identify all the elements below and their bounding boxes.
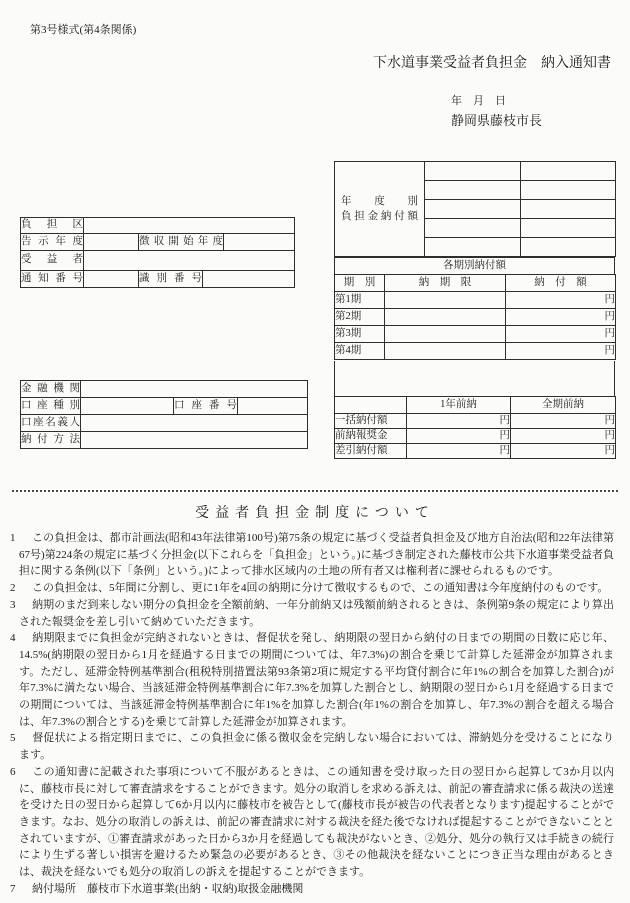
net-payment-one-year-cell: 円 [407,444,511,459]
annual-amount-cell [521,181,616,200]
account-holder-label: 口座名義人 [21,415,81,432]
all-terms-prepay-header: 全期前納 [511,397,616,414]
dotted-divider [12,490,618,492]
note-text: 納付場所 藤枝市下水道事業(出納・収納)取扱金融機関 [32,882,304,895]
notes-section [10,530,614,897]
note-number: 3 [10,598,16,611]
note-item-1 [10,530,614,580]
bank-value-cell [81,381,308,398]
bank-account-table [20,380,308,449]
issuer-name: 静岡県藤枝市長 [451,113,543,128]
note-item-2 [10,580,614,597]
note-item-3 [10,597,614,630]
term-4-amount-cell: 円 [506,343,616,360]
annual-label-line2: 負担金納付額 [341,211,418,222]
net-payment-label: 差引納付額 [335,444,407,459]
note-text: 督促状による指定期日までに、この負担金に係る徴収金を完納しない場合においては、滞納処分を受けることになります。 [19,732,614,762]
lump-sum-one-year-cell: 円 [407,414,511,429]
note-item-4 [10,630,614,730]
notes-heading: 受益者負担金制度について [195,506,435,521]
one-year-prepay-header: 1年前納 [407,397,511,414]
payment-method-label: 納付方法 [21,432,81,449]
account-number-value-cell [238,398,308,415]
note-text: この負担金は、都市計画法(昭和43年法律第100号)第75条の規定に基づく受益者負担金及び地方自治法(昭和22年法律第67号)第224条の規定に基づく分担金(以下これらを「負担金」という。)に基づき制定された藤枝市公共下水道事業受益者負担に関する条例(以下「条例」という。)によって排水区域内の土地の所有者又は権利者に課せられるものです。 [19,532,614,578]
per-term-section-table [334,257,615,275]
annual-amount-cell [521,238,616,257]
term-3-label: 第3期 [335,326,385,343]
amount-column-header: 納 付 額 [506,275,616,292]
prepay-reward-all-terms-cell: 円 [511,429,616,444]
burden-district-label: 負担区 [21,218,84,234]
id-number-label: 識別番号 [139,271,203,288]
notice-number-value-cell [84,271,139,288]
annual-amount-cell [521,162,616,181]
id-number-value-cell [203,271,295,288]
term-1-due-cell [385,292,506,309]
term-2-amount-cell: 円 [506,309,616,326]
net-payment-all-terms-cell: 円 [511,444,616,459]
term-1-amount-cell: 円 [506,292,616,309]
account-holder-value-cell [81,415,308,432]
annual-amount-cell [521,219,616,238]
beneficiary-label: 受益者 [21,251,84,271]
notice-year-value-cell [84,234,139,251]
document-title: 下水道事業受益者負担金 納入通知書 [373,56,611,71]
lump-sum-label: 一括納付額 [335,414,407,429]
term-4-due-cell [385,343,506,360]
note-text: 納期のまだ到来しない期分の負担金を全額前納、一年分前納又は残額前納されるときは、条例第9条の規定により算出された報奨金を差し引いて納めていただきます。 [19,598,614,628]
right-block-right-border [614,361,615,397]
term-payment-table [334,274,616,360]
note-number: 6 [10,765,16,778]
due-date-column-header: 納 期 限 [385,275,506,292]
payer-info-table [20,217,295,288]
note-item-6 [10,764,614,881]
burden-district-value-cell [84,218,295,234]
annual-year-cell [425,238,521,257]
term-column-header: 期 別 [335,275,385,292]
annual-label-line1: 年度別 [341,196,418,207]
note-number: 7 [10,882,16,895]
term-2-due-cell [385,309,506,326]
term-3-amount-cell: 円 [506,326,616,343]
collection-start-year-value-cell [224,234,295,251]
account-type-label: 口座種別 [21,398,81,415]
prepay-reward-one-year-cell: 円 [407,429,511,444]
note-item-7 [10,881,614,898]
notice-year-label: 告示年度 [21,234,84,251]
term-1-label: 第1期 [335,292,385,309]
payment-method-value-cell [81,432,308,449]
note-text: この通知書に記載された事項について不服があるときは、この通知書を受け取った日の翌日から起算して3か月以内に、藤枝市長に対して審査請求をすることができます。処分の取消しを求める訴えは、前記の審査請求に係る裁決の送達を受けた日の翌日から起算して6か月以内に藤枝市を被告として(藤枝市長が被告の代表者となります)提起することができます。なお、処分の取消しの訴えは、前記の審査請求に対する裁決を経た後でなければ提起することができないこととされていますが、①審査請求があった日から3か月を経過しても裁決がないとき、②処分、処分の執行又は手続きの続行により生ずる著しい損害を避けるため緊急の必要があるとき、③その他裁決を経ないことにつき正当な理由があるときは、裁決を経ないでも処分の取消しの訴えを提起することができます。 [19,765,614,879]
term-3-due-cell [385,326,506,343]
form-number: 第3号様式(第4条関係) [30,24,137,36]
note-number: 2 [10,582,16,595]
annual-amount-header-cell [335,162,425,257]
term-2-label: 第2期 [335,309,385,326]
issue-date: 年 月 日 [451,95,506,107]
note-number: 5 [10,732,16,745]
note-number: 1 [10,532,16,544]
note-item-5 [10,730,614,763]
annual-year-cell [425,200,521,219]
annual-amount-table [334,161,616,257]
annual-year-cell [425,219,521,238]
lump-sum-all-terms-cell: 円 [511,414,616,429]
annual-year-cell [425,162,521,181]
collection-start-year-label: 徴収開始年度 [139,234,224,251]
per-term-section-title: 各期別納付額 [335,258,615,275]
term-4-label: 第4期 [335,343,385,360]
bank-label: 金融機関 [21,381,81,398]
prepay-reward-label: 前納報奨金 [335,429,407,444]
account-type-value-cell [81,398,174,415]
account-number-label: 口座番号 [174,398,238,415]
notice-number-label: 通知番号 [21,271,84,288]
prepayment-table [334,396,616,459]
annual-amount-cell [521,200,616,219]
beneficiary-value-cell [84,251,295,271]
note-number: 4 [10,632,16,645]
note-text: 納期限までに負担金が完納されないときは、督促状を発し、納期限の翌日から納付の日までの期間の日数に応じ年、14.5%(納期限の翌日から1月を経過する日までの期間については、年7.3%)の割合を乗じて計算した延滞金が加算されます。ただし、延滞金特例基準割合(租税特別措置法第93条第2項に規定する平均貸付割合に年1%の割合を加算した割合)が年7.3%に満たない場合、当該延滞金特例基準割合に年7.3%を加算した割合とし、納期限の翌日から1月を経過する日までの期間については、当該延滞金特例基準割合に年1%を加算した割合(年1%の割合を加算し、年7.3%の割合を超える場合は、年7.3%の割合とする)を乗じて計算した延滞金が加算されます。 [19,632,614,728]
note-text: この負担金は、5年間に分割し、更に1年を4回の納期に分けて徴収するもので、この通知書は今年度納付のものです。 [32,582,609,595]
annual-year-cell [425,181,521,200]
prepay-corner-cell [335,397,407,414]
